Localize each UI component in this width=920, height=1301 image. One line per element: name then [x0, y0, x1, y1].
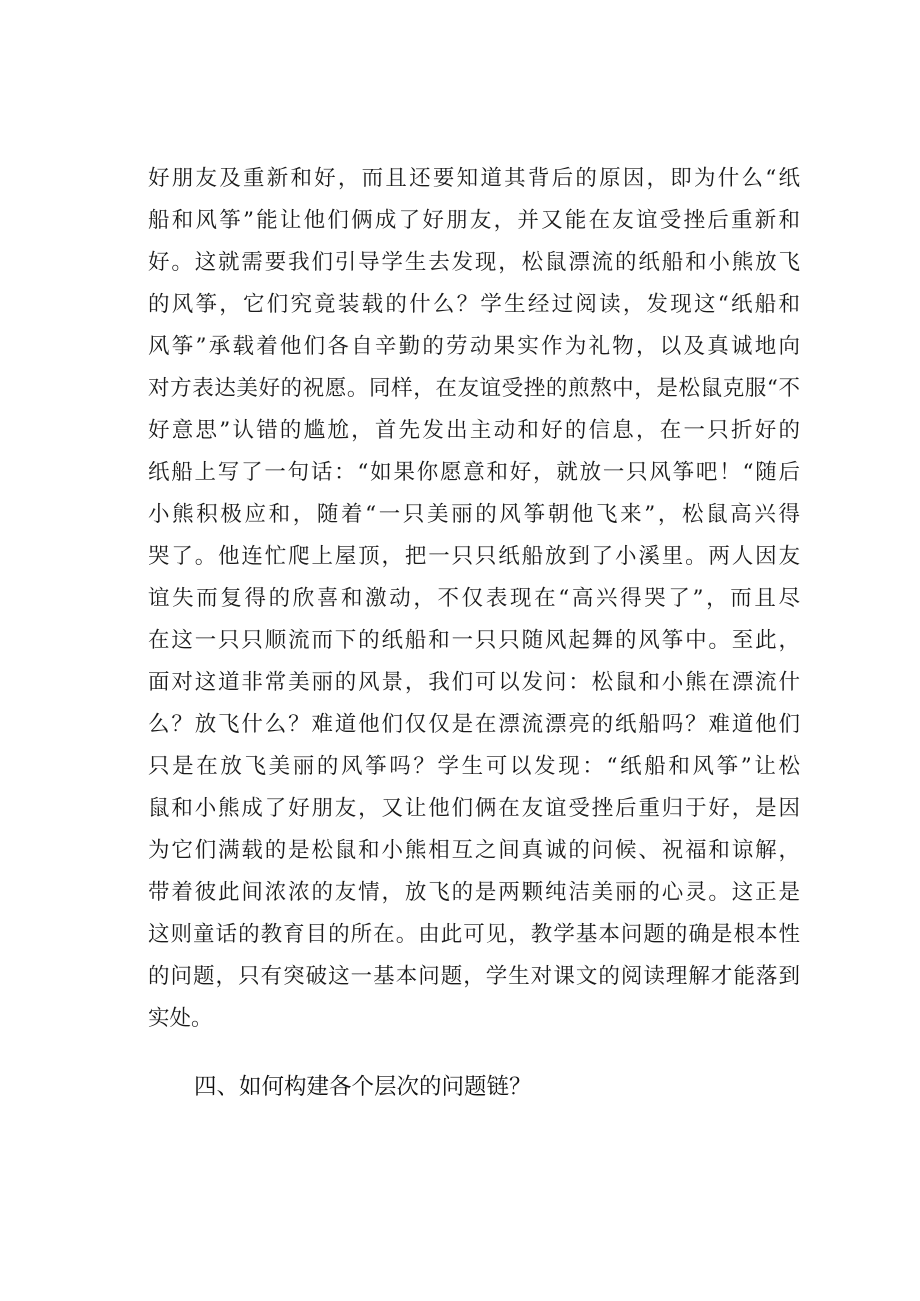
paragraph-line: 小熊积极应和，随着“一只美丽的风筝朝他飞来”，松鼠高兴得	[148, 502, 800, 527]
paragraph-line: 这则童话的教育目的所在。由此可见，教学基本问题的确是根本性	[148, 922, 800, 947]
paragraph-line: 的问题，只有突破这一基本问题，学生对课文的阅读理解才能落到	[148, 964, 800, 989]
paragraph-line: 哭了。他连忙爬上屋顶，把一只只纸船放到了小溪里。两人因友	[148, 544, 800, 569]
paragraph-line: 在这一只只顺流而下的纸船和一只只随风起舞的风筝中。至此，	[148, 628, 800, 653]
paragraph-line: 带着彼此间浓浓的友情，放飞的是两颗纯洁美丽的心灵。这正是	[148, 880, 800, 905]
paragraph-line: 的风筝，它们究竟装载的什么？学生经过阅读，发现这“纸船和	[148, 292, 800, 317]
paragraph-line: 纸船上写了一句话：“如果你愿意和好，就放一只风筝吧！“随后	[148, 460, 800, 485]
paragraph-line: 谊失而复得的欣喜和激动，不仅表现在“高兴得哭了”，而且尽	[148, 586, 800, 611]
paragraph-line: 为它们满载的是松鼠和小熊相互之间真诚的问候、祝福和谅解，	[148, 838, 800, 863]
body-paragraph	[148, 158, 800, 1040]
paragraph-line: 好朋友及重新和好，而且还要知道其背后的原因，即为什么“纸	[148, 166, 800, 191]
paragraph-line: 只是在放飞美丽的风筝吗？学生可以发现：“纸船和风筝”让松	[148, 754, 800, 779]
paragraph-line: 面对这道非常美丽的风景，我们可以发问：松鼠和小熊在漂流什	[148, 670, 800, 695]
paragraph-line: 好意思”认错的尴尬，首先发出主动和好的信息，在一只折好的	[148, 418, 800, 443]
paragraph-line: 风筝”承载着他们各自辛勤的劳动果实作为礼物，以及真诚地向	[148, 334, 800, 359]
paragraph-line: 实处。	[148, 1006, 213, 1031]
paragraph-line: 么？放飞什么？难道他们仅仅是在漂流漂亮的纸船吗？难道他们	[148, 712, 800, 737]
paragraph-line: 好。这就需要我们引导学生去发现，松鼠漂流的纸船和小熊放飞	[148, 250, 800, 275]
paragraph-line: 船和风筝”能让他们俩成了好朋友，并又能在友谊受挫后重新和	[148, 208, 800, 233]
section-heading: 四、如何构建各个层次的问题链？	[194, 1074, 532, 1100]
paragraph-line: 对方表达美好的祝愿。同样，在友谊受挫的煎熬中，是松鼠克服“不	[148, 376, 800, 401]
paragraph-line: 鼠和小熊成了好朋友，又让他们俩在友谊受挫后重归于好，是因	[148, 796, 800, 821]
